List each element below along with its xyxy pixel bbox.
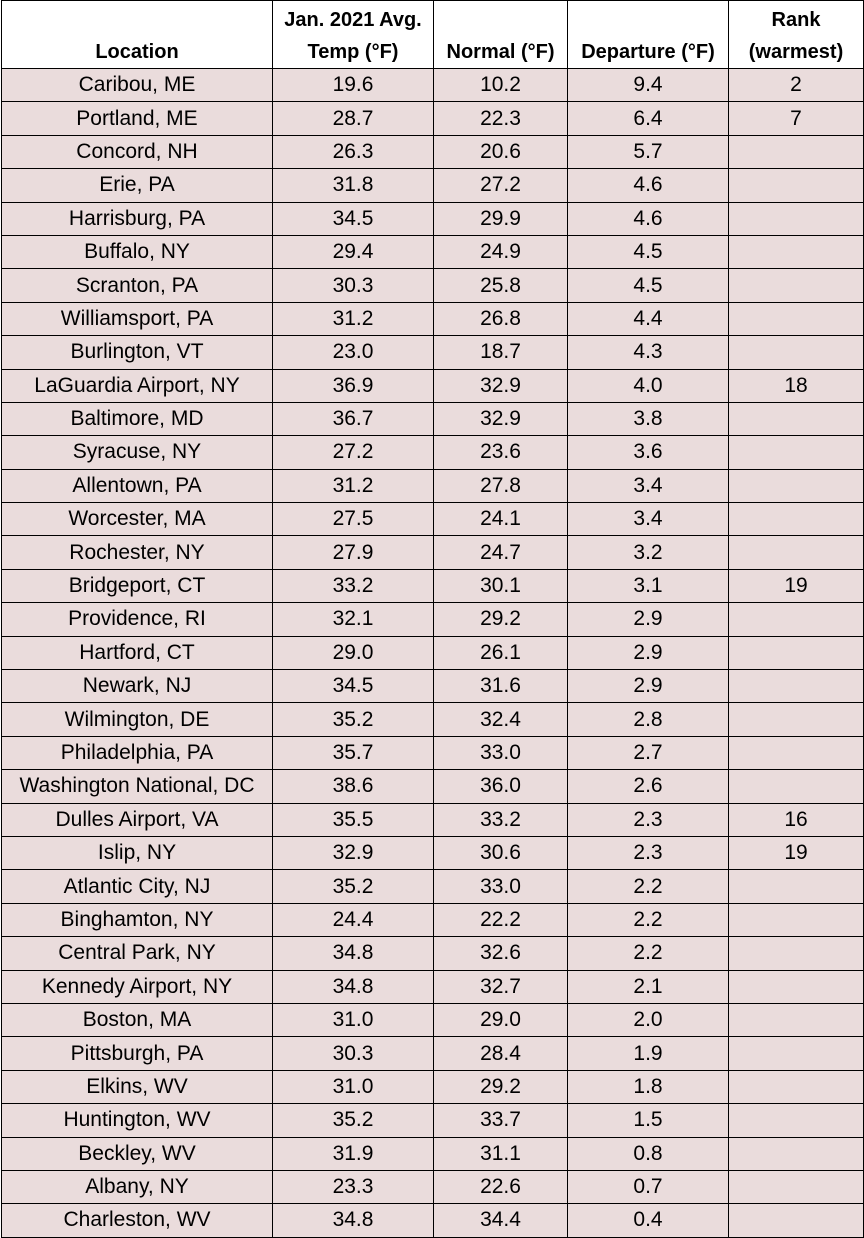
departure-cell: 5.7 <box>568 135 729 168</box>
avg-temp-cell: 36.7 <box>273 402 434 435</box>
departure-cell: 3.4 <box>568 503 729 536</box>
location-cell: Wilmington, DE <box>2 703 273 736</box>
normal-cell: 30.1 <box>434 569 568 602</box>
table-row <box>2 1037 864 1070</box>
location-cell: Dulles Airport, VA <box>2 803 273 836</box>
rank-cell <box>729 269 864 302</box>
table-row <box>2 836 864 869</box>
avg-temp-cell: 23.3 <box>273 1170 434 1203</box>
normal-cell: 28.4 <box>434 1037 568 1070</box>
avg-temp-cell: 26.3 <box>273 135 434 168</box>
table-row <box>2 169 864 202</box>
normal-cell: 26.1 <box>434 636 568 669</box>
avg-temp-cell: 31.8 <box>273 169 434 202</box>
table-row <box>2 569 864 602</box>
location-cell: Albany, NY <box>2 1170 273 1203</box>
table-row <box>2 670 864 703</box>
rank-cell <box>729 436 864 469</box>
avg-temp-cell: 28.7 <box>273 102 434 135</box>
avg-temp-cell: 31.0 <box>273 1003 434 1036</box>
rank-cell <box>729 169 864 202</box>
rank-cell <box>729 970 864 1003</box>
departure-cell: 2.9 <box>568 670 729 703</box>
avg-temp-cell: 30.3 <box>273 269 434 302</box>
rank-cell <box>729 202 864 235</box>
avg-temp-cell: 35.2 <box>273 870 434 903</box>
normal-cell: 32.6 <box>434 937 568 970</box>
rank-cell <box>729 1003 864 1036</box>
normal-cell: 32.7 <box>434 970 568 1003</box>
avg-temp-cell: 38.6 <box>273 770 434 803</box>
departure-cell: 2.3 <box>568 836 729 869</box>
rank-cell <box>729 636 864 669</box>
table-row <box>2 770 864 803</box>
avg-temp-cell: 30.3 <box>273 1037 434 1070</box>
rank-cell <box>729 736 864 769</box>
departure-cell: 3.1 <box>568 569 729 602</box>
departure-cell: 3.2 <box>568 536 729 569</box>
table-row <box>2 1104 864 1137</box>
table-row <box>2 1204 864 1237</box>
departure-cell: 2.8 <box>568 703 729 736</box>
departure-cell: 9.4 <box>568 69 729 102</box>
departure-cell: 3.6 <box>568 436 729 469</box>
rank-cell <box>729 1170 864 1203</box>
rank-cell: 19 <box>729 836 864 869</box>
normal-cell: 24.9 <box>434 235 568 268</box>
table-row <box>2 202 864 235</box>
departure-cell: 0.8 <box>568 1137 729 1170</box>
departure-cell: 3.4 <box>568 469 729 502</box>
avg-temp-cell: 36.9 <box>273 369 434 402</box>
departure-cell: 2.1 <box>568 970 729 1003</box>
avg-temp-cell: 31.2 <box>273 302 434 335</box>
avg-temp-cell: 23.0 <box>273 336 434 369</box>
rank-cell: 18 <box>729 369 864 402</box>
departure-cell: 2.7 <box>568 736 729 769</box>
avg-temp-cell: 19.6 <box>273 69 434 102</box>
normal-cell: 30.6 <box>434 836 568 869</box>
avg-temp-cell: 31.2 <box>273 469 434 502</box>
table-row <box>2 102 864 135</box>
location-cell: LaGuardia Airport, NY <box>2 369 273 402</box>
location-cell: Hartford, CT <box>2 636 273 669</box>
departure-cell: 2.2 <box>568 903 729 936</box>
normal-cell: 20.6 <box>434 135 568 168</box>
table-row <box>2 235 864 268</box>
normal-cell: 26.8 <box>434 302 568 335</box>
avg-temp-cell: 34.8 <box>273 937 434 970</box>
avg-temp-cell: 35.5 <box>273 803 434 836</box>
departure-cell: 2.0 <box>568 1003 729 1036</box>
location-cell: Buffalo, NY <box>2 235 273 268</box>
location-cell: Huntington, WV <box>2 1104 273 1137</box>
rank-cell: 19 <box>729 569 864 602</box>
location-cell: Philadelphia, PA <box>2 736 273 769</box>
normal-cell: 29.2 <box>434 603 568 636</box>
normal-cell: 32.4 <box>434 703 568 736</box>
normal-cell: 36.0 <box>434 770 568 803</box>
table-row <box>2 269 864 302</box>
normal-cell: 32.9 <box>434 402 568 435</box>
location-cell: Scranton, PA <box>2 269 273 302</box>
table-row <box>2 503 864 536</box>
avg-temp-cell: 29.4 <box>273 235 434 268</box>
location-cell: Atlantic City, NJ <box>2 870 273 903</box>
rank-cell <box>729 135 864 168</box>
departure-cell: 4.6 <box>568 169 729 202</box>
departure-cell: 2.3 <box>568 803 729 836</box>
departure-cell: 4.4 <box>568 302 729 335</box>
rank-cell <box>729 302 864 335</box>
normal-cell: 24.1 <box>434 503 568 536</box>
table-row <box>2 336 864 369</box>
normal-cell: 27.2 <box>434 169 568 202</box>
header-location: Location <box>2 1 273 69</box>
rank-cell <box>729 402 864 435</box>
normal-cell: 29.9 <box>434 202 568 235</box>
avg-temp-cell: 33.2 <box>273 569 434 602</box>
table-row <box>2 402 864 435</box>
departure-cell: 4.3 <box>568 336 729 369</box>
table-row <box>2 135 864 168</box>
table-row <box>2 1170 864 1203</box>
departure-cell: 3.8 <box>568 402 729 435</box>
table-row <box>2 870 864 903</box>
avg-temp-cell: 35.2 <box>273 1104 434 1137</box>
normal-cell: 33.2 <box>434 803 568 836</box>
normal-cell: 25.8 <box>434 269 568 302</box>
table-row <box>2 469 864 502</box>
location-cell: Binghamton, NY <box>2 903 273 936</box>
location-cell: Rochester, NY <box>2 536 273 569</box>
location-cell: Central Park, NY <box>2 937 273 970</box>
temperature-table <box>1 0 864 1238</box>
avg-temp-cell: 27.2 <box>273 436 434 469</box>
table-row <box>2 603 864 636</box>
avg-temp-cell: 34.8 <box>273 1204 434 1237</box>
avg-temp-cell: 34.5 <box>273 670 434 703</box>
normal-cell: 23.6 <box>434 436 568 469</box>
location-cell: Kennedy Airport, NY <box>2 970 273 1003</box>
normal-cell: 31.1 <box>434 1137 568 1170</box>
normal-cell: 33.0 <box>434 736 568 769</box>
location-cell: Burlington, VT <box>2 336 273 369</box>
location-cell: Baltimore, MD <box>2 402 273 435</box>
avg-temp-cell: 32.1 <box>273 603 434 636</box>
departure-cell: 1.5 <box>568 1104 729 1137</box>
rank-cell: 16 <box>729 803 864 836</box>
location-cell: Islip, NY <box>2 836 273 869</box>
location-cell: Elkins, WV <box>2 1070 273 1103</box>
location-cell: Newark, NJ <box>2 670 273 703</box>
avg-temp-cell: 31.9 <box>273 1137 434 1170</box>
location-cell: Providence, RI <box>2 603 273 636</box>
departure-cell: 2.6 <box>568 770 729 803</box>
table-body <box>2 69 864 1238</box>
normal-cell: 22.3 <box>434 102 568 135</box>
departure-cell: 6.4 <box>568 102 729 135</box>
location-cell: Caribou, ME <box>2 69 273 102</box>
table-row <box>2 970 864 1003</box>
table-row <box>2 937 864 970</box>
avg-temp-cell: 34.8 <box>273 970 434 1003</box>
table-row <box>2 69 864 102</box>
normal-cell: 22.2 <box>434 903 568 936</box>
avg-temp-cell: 24.4 <box>273 903 434 936</box>
rank-cell <box>729 870 864 903</box>
departure-cell: 4.5 <box>568 269 729 302</box>
table-header <box>2 1 864 69</box>
avg-temp-cell: 27.9 <box>273 536 434 569</box>
avg-temp-cell: 27.5 <box>273 503 434 536</box>
table-row <box>2 369 864 402</box>
departure-cell: 0.7 <box>568 1170 729 1203</box>
normal-cell: 29.0 <box>434 1003 568 1036</box>
departure-cell: 1.9 <box>568 1037 729 1070</box>
location-cell: Portland, ME <box>2 102 273 135</box>
rank-cell <box>729 1104 864 1137</box>
table-row <box>2 536 864 569</box>
location-cell: Syracuse, NY <box>2 436 273 469</box>
rank-cell <box>729 1037 864 1070</box>
table-row <box>2 1003 864 1036</box>
rank-cell <box>729 603 864 636</box>
rank-cell <box>729 469 864 502</box>
table-row <box>2 736 864 769</box>
table-row <box>2 636 864 669</box>
location-cell: Harrisburg, PA <box>2 202 273 235</box>
table-row <box>2 436 864 469</box>
location-cell: Beckley, WV <box>2 1137 273 1170</box>
normal-cell: 33.7 <box>434 1104 568 1137</box>
departure-cell: 2.2 <box>568 937 729 970</box>
rank-cell <box>729 503 864 536</box>
avg-temp-cell: 34.5 <box>273 202 434 235</box>
location-cell: Worcester, MA <box>2 503 273 536</box>
table-row <box>2 1137 864 1170</box>
location-cell: Bridgeport, CT <box>2 569 273 602</box>
normal-cell: 24.7 <box>434 536 568 569</box>
rank-cell <box>729 1137 864 1170</box>
header-row <box>2 1 864 69</box>
location-cell: Charleston, WV <box>2 1204 273 1237</box>
location-cell: Williamsport, PA <box>2 302 273 335</box>
normal-cell: 32.9 <box>434 369 568 402</box>
location-cell: Allentown, PA <box>2 469 273 502</box>
location-cell: Pittsburgh, PA <box>2 1037 273 1070</box>
normal-cell: 27.8 <box>434 469 568 502</box>
departure-cell: 2.9 <box>568 636 729 669</box>
table-row <box>2 903 864 936</box>
location-cell: Erie, PA <box>2 169 273 202</box>
rank-cell: 2 <box>729 69 864 102</box>
departure-cell: 4.0 <box>568 369 729 402</box>
rank-cell <box>729 903 864 936</box>
rank-cell <box>729 1070 864 1103</box>
rank-cell <box>729 770 864 803</box>
departure-cell: 4.5 <box>568 235 729 268</box>
departure-cell: 1.8 <box>568 1070 729 1103</box>
location-cell: Boston, MA <box>2 1003 273 1036</box>
location-cell: Washington National, DC <box>2 770 273 803</box>
departure-cell: 4.6 <box>568 202 729 235</box>
table-row <box>2 703 864 736</box>
normal-cell: 22.6 <box>434 1170 568 1203</box>
avg-temp-cell: 29.0 <box>273 636 434 669</box>
rank-cell <box>729 1204 864 1237</box>
rank-cell: 7 <box>729 102 864 135</box>
rank-cell <box>729 235 864 268</box>
table-row <box>2 803 864 836</box>
table-row <box>2 302 864 335</box>
departure-cell: 2.9 <box>568 603 729 636</box>
normal-cell: 33.0 <box>434 870 568 903</box>
rank-cell <box>729 336 864 369</box>
header-departure: Departure (°F) <box>568 1 729 69</box>
table-row <box>2 1070 864 1103</box>
header-avg-temp: Jan. 2021 Avg. Temp (°F) <box>273 1 434 69</box>
rank-cell <box>729 937 864 970</box>
rank-cell <box>729 536 864 569</box>
avg-temp-cell: 35.7 <box>273 736 434 769</box>
departure-cell: 0.4 <box>568 1204 729 1237</box>
normal-cell: 34.4 <box>434 1204 568 1237</box>
departure-cell: 2.2 <box>568 870 729 903</box>
header-rank: Rank (warmest) <box>729 1 864 69</box>
header-normal: Normal (°F) <box>434 1 568 69</box>
location-cell: Concord, NH <box>2 135 273 168</box>
normal-cell: 31.6 <box>434 670 568 703</box>
rank-cell <box>729 670 864 703</box>
normal-cell: 18.7 <box>434 336 568 369</box>
normal-cell: 10.2 <box>434 69 568 102</box>
avg-temp-cell: 35.2 <box>273 703 434 736</box>
normal-cell: 29.2 <box>434 1070 568 1103</box>
rank-cell <box>729 703 864 736</box>
avg-temp-cell: 32.9 <box>273 836 434 869</box>
avg-temp-cell: 31.0 <box>273 1070 434 1103</box>
